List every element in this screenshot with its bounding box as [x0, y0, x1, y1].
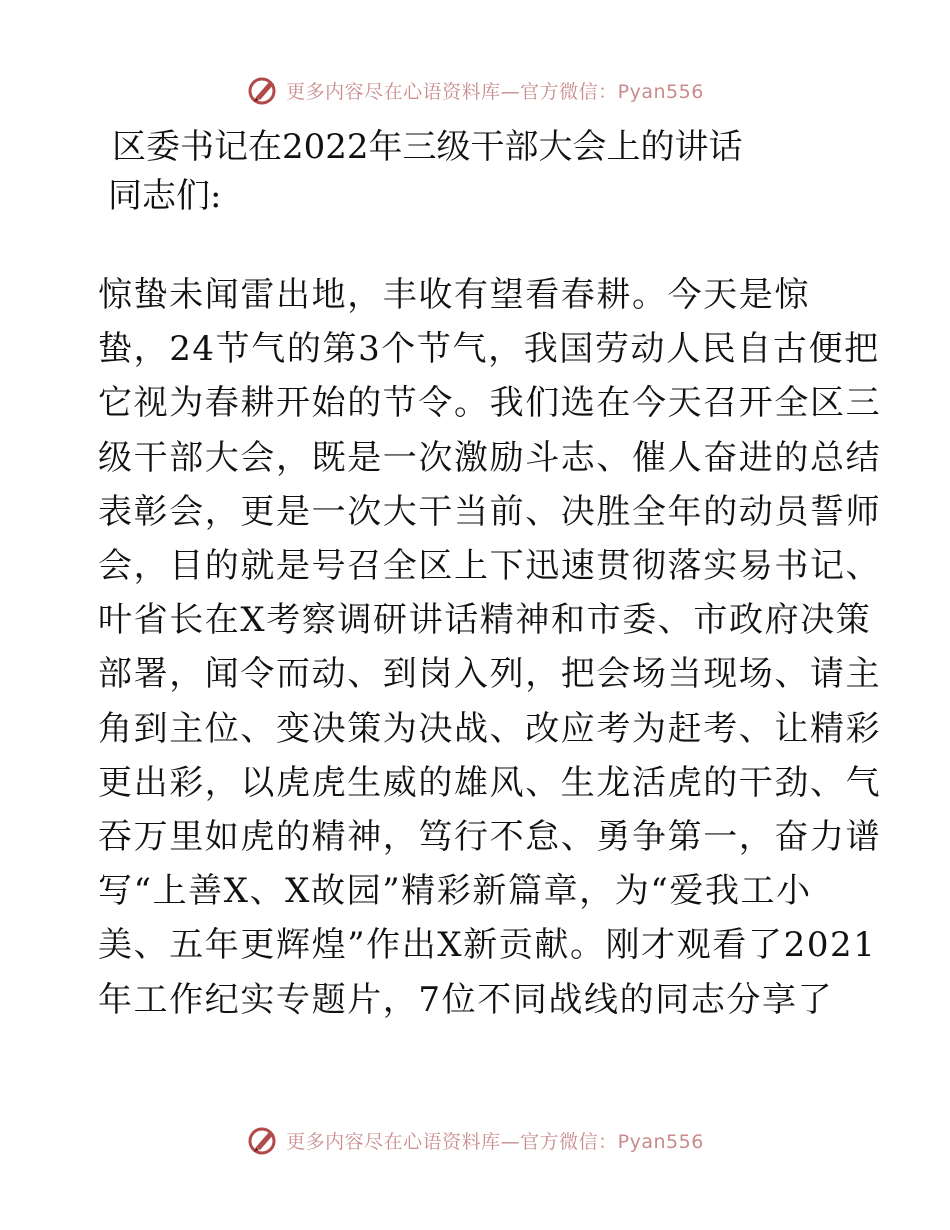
- body-line: 级干部大会，既是一次激励斗志、催人奋进的总结: [98, 437, 882, 478]
- body-line: 写“上善X、X故园”精彩新篇章，为“爱我工小: [98, 871, 812, 912]
- body-paragraph: [98, 268, 882, 1027]
- header-watermark: [0, 70, 950, 110]
- body-line: 更出彩，以虎虎生威的雄风、生龙活虎的干劲、气: [98, 762, 882, 803]
- body-line: 惊蛰未闻雷出地，丰收有望看春耕。今天是惊: [98, 275, 810, 315]
- body-line: 叶省长在X考察调研讲话精神和市委、市政府决策: [98, 600, 872, 641]
- body-line: 美、五年更辉煌”作出X新贡献。刚才观看了2021: [98, 925, 877, 966]
- body-line: 蛰，24节气的第3个节气，我国劳动人民自古便把: [98, 329, 880, 370]
- salutation: 同志们:: [108, 176, 222, 216]
- body-line: 角到主位、变决策为决战、改应考为赶考、让精彩: [98, 708, 882, 749]
- watermark-text: 更多内容尽在心语资料库—官方微信：Pyan556: [286, 1130, 704, 1153]
- body-line: 年工作纪实专题片，7位不同战线的同志分享了: [98, 979, 834, 1020]
- body-line: 吞万里如虎的精神，笃行不怠、勇争第一，奋力谱: [98, 817, 882, 858]
- document-title: 区委书记在2022年三级干部大会上的讲话: [112, 127, 743, 167]
- body-line: 它视为春耕开始的节令。我们选在今天召开全区三: [98, 383, 882, 424]
- watermark-text: 更多内容尽在心语资料库—官方微信：Pyan556: [286, 80, 704, 103]
- footer-watermark: [0, 1120, 950, 1160]
- pen-logo-icon: [246, 1123, 280, 1157]
- body-line: 会，目的就是号召全区上下迅速贯彻落实易书记、: [98, 546, 882, 587]
- body-line: 部署，闻令而动、到岗入列，把会场当现场、请主: [98, 654, 882, 695]
- body-line: 表彰会，更是一次大干当前、决胜全年的动员誓师: [98, 491, 882, 532]
- pen-logo-icon: [246, 73, 280, 107]
